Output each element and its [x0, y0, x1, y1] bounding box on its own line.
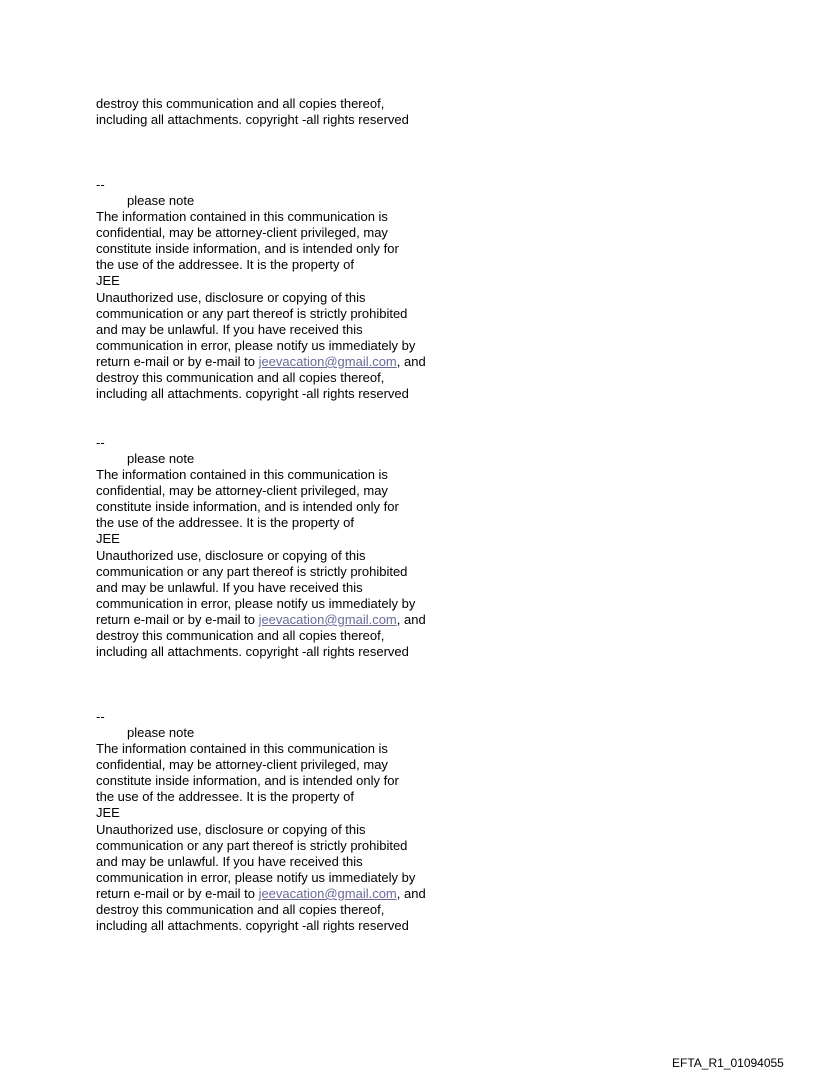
notice-text-line: Unauthorized use, disclosure or copying of this	[96, 822, 366, 837]
email-link[interactable]: jeevacation@gmail.com	[258, 354, 397, 369]
email-line	[96, 612, 426, 628]
notice-heading: please note	[127, 193, 195, 208]
notice-text-line: constitute inside information, and is intended only for	[96, 499, 399, 514]
notice-text-line: and may be unlawful. If you have received this	[96, 580, 363, 595]
notice-text-line: constitute inside information, and is intended only for	[96, 241, 399, 256]
notice-text-line: Unauthorized use, disclosure or copying of this	[96, 290, 366, 305]
fragment-line-1: destroy this communication and all copies thereof,	[96, 96, 385, 111]
notice-heading: please note	[127, 725, 195, 740]
email-line-suffix: , and	[396, 354, 426, 369]
notice-text-line: and may be unlawful. If you have received this	[96, 854, 363, 869]
notice-text-line: destroy this communication and all copies thereof,	[96, 370, 385, 385]
notice-text-line: including all attachments. copyright -all rights reserved	[96, 644, 409, 659]
notice-text-line: destroy this communication and all copies thereof,	[96, 902, 385, 917]
notice-text-line: The information contained in this communication is	[96, 467, 388, 482]
email-line-prefix: return e-mail or by e-mail to	[96, 354, 259, 369]
separator: --	[96, 177, 105, 192]
separator: --	[96, 435, 105, 450]
notice-text-line: confidential, may be attorney-client privileged, may	[96, 225, 388, 240]
notice-text-line: The information contained in this communication is	[96, 209, 388, 224]
notice-text-line: communication in error, please notify us immediately by	[96, 596, 416, 611]
notice-text-line: the use of the addressee. It is the property of	[96, 257, 354, 272]
notice-text-line: destroy this communication and all copies thereof,	[96, 628, 385, 643]
notice-text-line: constitute inside information, and is intended only for	[96, 773, 399, 788]
notice-text-line: including all attachments. copyright -all rights reserved	[96, 386, 409, 401]
email-link[interactable]: jeevacation@gmail.com	[258, 612, 397, 627]
notice-text-line: the use of the addressee. It is the property of	[96, 515, 354, 530]
notice-text-line: confidential, may be attorney-client privileged, may	[96, 757, 388, 772]
notice-text-line: and may be unlawful. If you have received this	[96, 322, 363, 337]
owner-name: JEE	[96, 273, 120, 288]
email-line-suffix: , and	[396, 612, 426, 627]
email-line	[96, 886, 426, 902]
notice-text-line: communication in error, please notify us immediately by	[96, 870, 416, 885]
notice-text-line: The information contained in this communication is	[96, 741, 388, 756]
notice-text-line: communication or any part thereof is strictly prohibited	[96, 564, 408, 579]
email-line	[96, 354, 426, 370]
notice-heading: please note	[127, 451, 195, 466]
notice-text-line: including all attachments. copyright -all rights reserved	[96, 918, 409, 933]
email-link[interactable]: jeevacation@gmail.com	[258, 886, 397, 901]
notice-text-line: communication or any part thereof is strictly prohibited	[96, 838, 408, 853]
email-line-suffix: , and	[396, 886, 426, 901]
fragment-line-2: including all attachments. copyright -all rights reserved	[96, 112, 409, 127]
owner-name: JEE	[96, 531, 120, 546]
notice-text-line: communication or any part thereof is strictly prohibited	[96, 306, 408, 321]
document-id: EFTA_R1_01094055	[672, 1056, 784, 1070]
notice-text-line: the use of the addressee. It is the property of	[96, 789, 354, 804]
email-line-prefix: return e-mail or by e-mail to	[96, 886, 259, 901]
email-line-prefix: return e-mail or by e-mail to	[96, 612, 259, 627]
notice-text-line: Unauthorized use, disclosure or copying of this	[96, 548, 366, 563]
notice-text-line: confidential, may be attorney-client privileged, may	[96, 483, 388, 498]
separator: --	[96, 709, 105, 724]
owner-name: JEE	[96, 805, 120, 820]
notice-text-line: communication in error, please notify us immediately by	[96, 338, 416, 353]
